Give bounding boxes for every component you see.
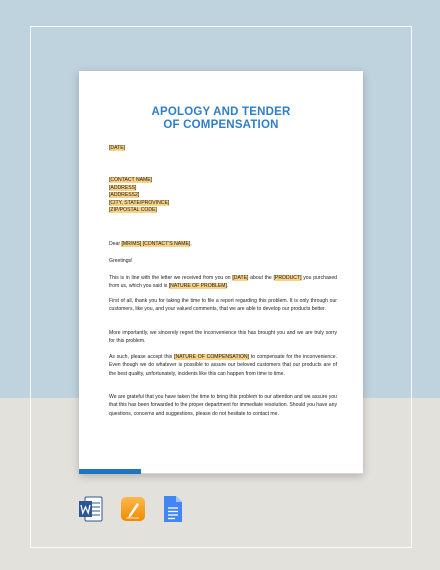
city-state: [CITY, STATE/PROVINCE] bbox=[109, 199, 170, 206]
paragraph-1 bbox=[109, 274, 337, 291]
zip-code: [ZIP/POSTAL CODE] bbox=[109, 207, 157, 214]
p4-compensation-placeholder: [NATURE OF COMPENSATION] bbox=[174, 354, 250, 360]
p1-text-a: This is in line with the letter we received from you on bbox=[109, 275, 233, 281]
p4-text-a: As such, please accept this bbox=[109, 354, 175, 360]
greeting: Greetings! bbox=[109, 258, 133, 264]
date-placeholder: [DATE] bbox=[109, 145, 126, 151]
paragraph-5: We are grateful that you have taken the time to bring this problem to our attention and we assure you that this has been forwarded to the proper department for immediate resolution. Should you have any questions, concerns and suggestions, please do not hesitate to contact me. bbox=[109, 394, 337, 417]
p1-text-d: . bbox=[226, 283, 229, 290]
salutation bbox=[109, 241, 335, 249]
document-title-line2: OF COMPENSATION bbox=[163, 119, 279, 131]
paragraph-4 bbox=[109, 353, 337, 378]
address-line1: [ADDRESS] bbox=[109, 184, 137, 191]
p1-problem-placeholder: [NATURE OF PROBLEM] bbox=[168, 283, 227, 290]
paragraph-2: First of all, thank you for taking the time to file a report regarding this problem. It is only through our customers, like you, and your valued comments, that we are able to develop our products better. bbox=[109, 298, 337, 313]
p1-text-c: you purchased from us, which you said is bbox=[109, 275, 337, 290]
footer-divider bbox=[141, 473, 363, 474]
google-docs-icon[interactable] bbox=[162, 495, 186, 523]
document-page bbox=[79, 71, 363, 474]
pages-icon[interactable] bbox=[120, 495, 144, 523]
recipient-address bbox=[109, 177, 335, 215]
contact-name: [CONTACT NAME] bbox=[109, 177, 153, 183]
salutation-comma: , bbox=[190, 241, 192, 247]
app-icons bbox=[78, 495, 188, 525]
p1-product-placeholder: [PRODUCT] bbox=[273, 275, 302, 281]
p4-text-b: to compensate for the inconvenience. Even though we do whatever is possible to assure our beloved customers that our products are of the best quality, unfortunately, incidents like this can happen from time to time. bbox=[109, 354, 337, 377]
p1-text-b: about the bbox=[248, 275, 274, 281]
word-icon[interactable] bbox=[78, 495, 102, 523]
address-line2: [ADDRESS2] bbox=[109, 192, 140, 199]
date-field bbox=[109, 145, 335, 153]
footer-accent-bar bbox=[79, 469, 141, 474]
salutation-placeholder: [MR/MS] [CONTACT'S NAME] bbox=[121, 241, 191, 247]
paragraph-3: More importantly, we sincerely regret the inconvenience this has brought you and we are truly sorry for this problem. bbox=[109, 330, 337, 345]
p1-date-placeholder: [DATE] bbox=[232, 275, 249, 281]
dear-text: Dear bbox=[109, 241, 122, 247]
document-title-line1: APOLOGY AND TENDER bbox=[151, 106, 291, 118]
